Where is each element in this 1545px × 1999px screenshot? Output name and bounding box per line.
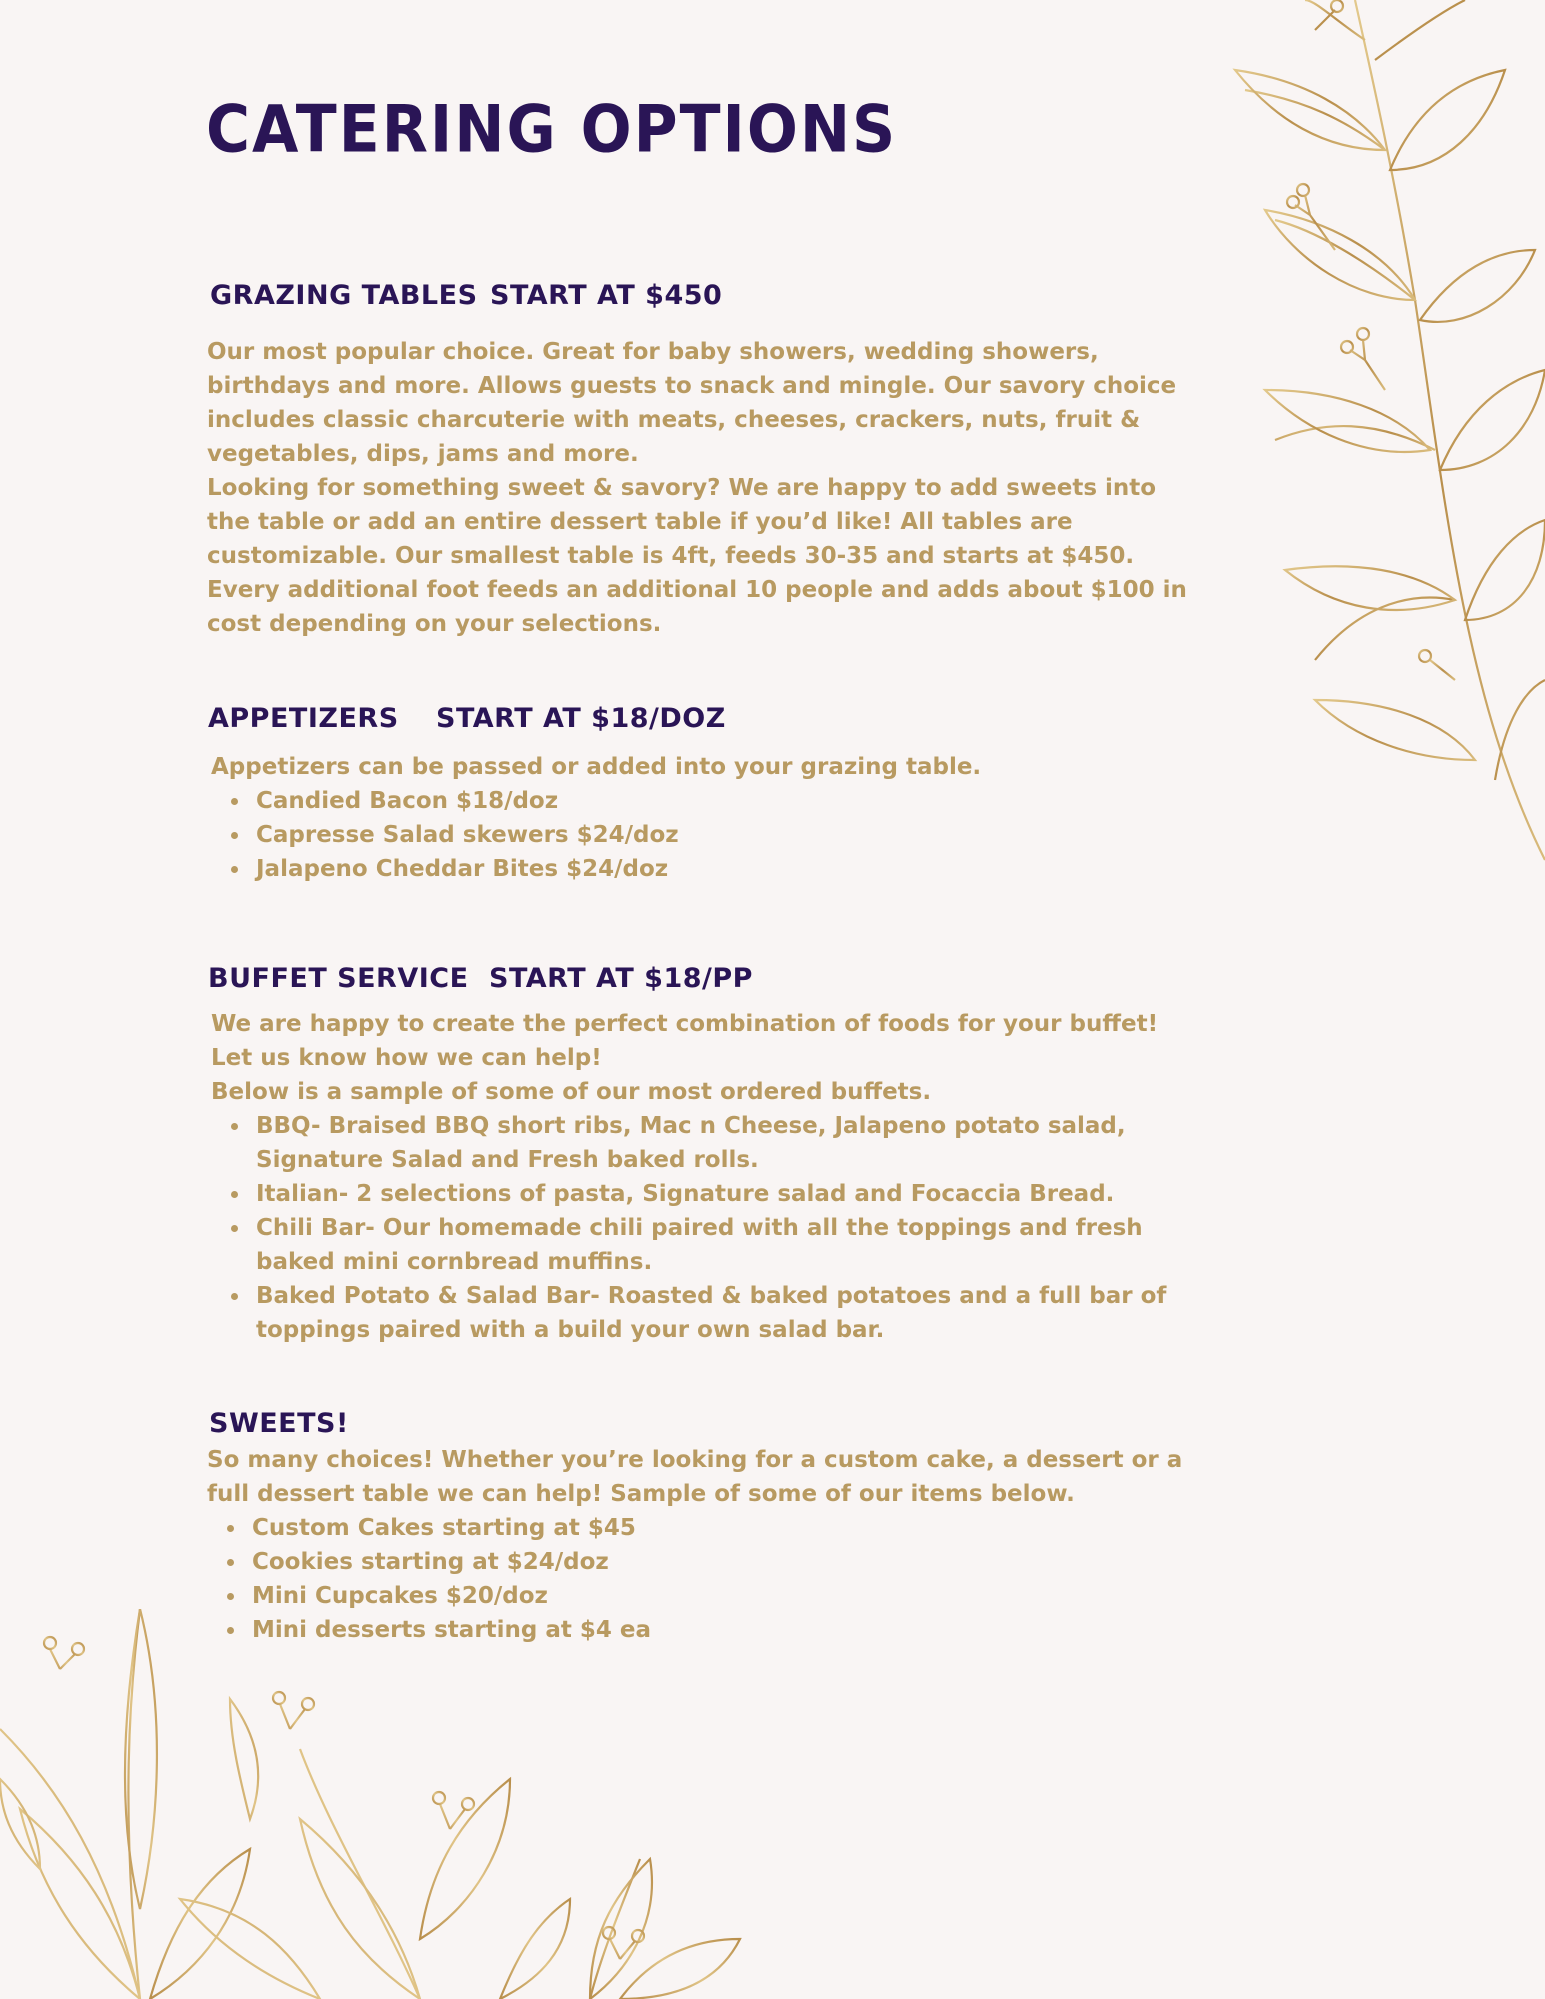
section-body-grazing-tables (207, 335, 1207, 641)
section-title: SWEETS! (209, 1408, 349, 1439)
list-item: Italian- 2 selections of pasta, Signature salad and Focaccia Bread. (256, 1177, 1176, 1211)
paragraph: Below is a sample of some of our most ordered buffets. (211, 1079, 932, 1105)
section-body-appetizers (211, 750, 1211, 886)
section-body-buffet-service (211, 1007, 1211, 1347)
list-item: Capresse Salad skewers $24/doz (256, 818, 1211, 852)
section-title: APPETIZERS (208, 703, 399, 734)
paragraph: So many choices! Whether you’re looking for a custom cake, a dessert or a full dessert table we can help! Sample of some of our items below. (207, 1447, 1183, 1507)
list-item: Custom Cakes starting at $45 (252, 1511, 1207, 1545)
gold-leaf-decoration-right (1215, 0, 1545, 880)
section-price: START AT $18/DOZ (436, 703, 726, 734)
list-item: Cookies starting at $24/doz (252, 1545, 1207, 1579)
page-title: CATERING OPTIONS (206, 92, 898, 168)
buffet-list (211, 1109, 1176, 1347)
section-title: BUFFET SERVICE (208, 963, 469, 994)
section-price: START AT $450 (490, 280, 723, 311)
list-item: Jalapeno Cheddar Bites $24/doz (256, 852, 1211, 886)
sweets-list (207, 1511, 1207, 1647)
paragraph: Looking for something sweet & savory? We are happy to add sweets into the table or add an entire dessert table if you’d like! All tables are customizable. Our smallest table is 4ft, feeds 30-35 and starts at $450. Every additional foot feeds an additional 10 people and adds about $100 in cost depending on your selections. (207, 475, 1187, 637)
paragraph: We are happy to create the perfect combination of foods for your buffet! (211, 1011, 1159, 1037)
section-heading-grazing-tables (210, 280, 723, 311)
appetizer-list (211, 784, 1211, 886)
paragraph: Appetizers can be passed or added into your grazing table. (211, 754, 982, 780)
section-heading-appetizers (208, 703, 726, 734)
section-heading-buffet-service (208, 963, 753, 994)
list-item: Mini desserts starting at $4 ea (252, 1613, 1207, 1647)
gold-leaf-decoration-bottom (0, 1609, 780, 1999)
list-item: Mini Cupcakes $20/doz (252, 1579, 1207, 1613)
list-item: Candied Bacon $18/doz (256, 784, 1211, 818)
paragraph: Our most popular choice. Great for baby showers, wedding showers, birthdays and more. Allows guests to snack and mingle. Our savory choice includes classic charcuterie with meats, cheeses, crackers, nuts, fruit & vegetables, dips, jams and more. (207, 339, 1177, 467)
section-body-sweets (207, 1443, 1207, 1647)
paragraph: Let us know how we can help! (211, 1045, 602, 1071)
list-item: Baked Potato & Salad Bar- Roasted & baked potatoes and a full bar of toppings paired with a build your own salad bar. (256, 1279, 1176, 1347)
section-heading-sweets (209, 1408, 509, 1439)
list-item: BBQ- Braised BBQ short ribs, Mac n Cheese, Jalapeno potato salad, Signature Salad and Fresh baked rolls. (256, 1109, 1176, 1177)
list-item: Chili Bar- Our homemade chili paired with all the toppings and fresh baked mini cornbread muffins. (256, 1211, 1176, 1279)
section-price: START AT $18/PP (489, 963, 753, 994)
section-title: GRAZING TABLES (210, 280, 478, 311)
